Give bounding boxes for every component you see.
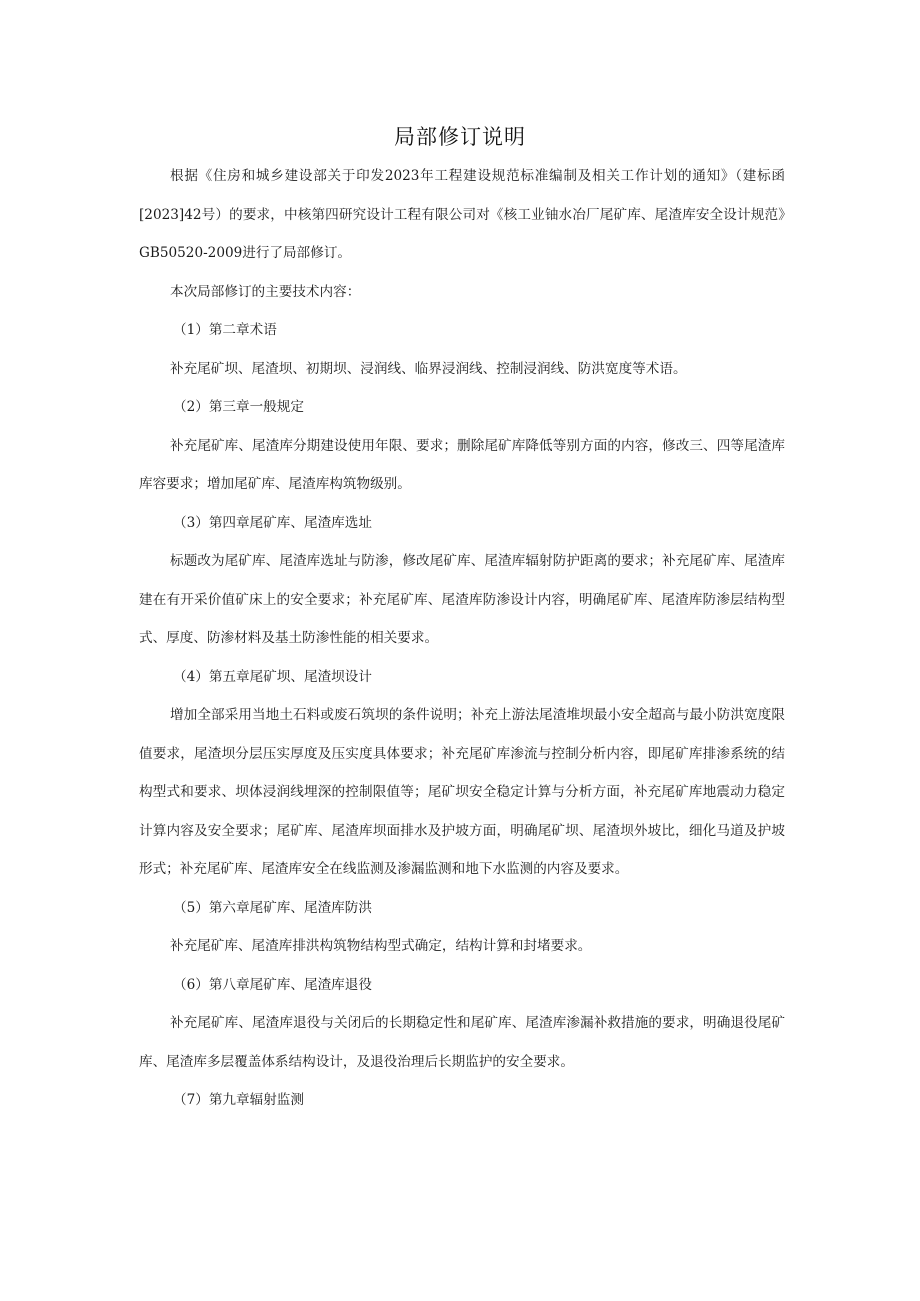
paragraph-summary-lead: 本次局部修订的主要技术内容： (170, 283, 361, 300)
section-body-3: 标题改为尾矿库、尾渣库选址与防渗，修改尾矿库、尾渣库辐射防护距离的要求；补充尾矿库、尾渣库建在有开采价值矿床上的安全要求；补充尾矿库、尾渣库防渗设计内容，明确尾矿库、尾渣库防渗层结构型式、厚度、防渗材料及基土防渗性能的相关要求。 (139, 553, 785, 646)
section-heading-4: （4）第五章尾矿坝、尾渣坝设计 (173, 668, 372, 685)
section-body-1: 补充尾矿坝、尾渣坝、初期坝、浸润线、临界浸润线、控制浸润线、防洪宽度等术语。 (170, 360, 687, 377)
section-heading-7: （7）第九章辐射监测 (173, 1092, 304, 1108)
section-heading-5: （5）第六章尾矿库、尾渣库防洪 (173, 899, 372, 916)
section-body-5: 补充尾矿库、尾渣库排洪构筑物结构型式确定，结构计算和封堵要求。 (170, 938, 592, 954)
section-heading-2: （2）第三章一般规定 (173, 399, 304, 415)
paragraph-intro: 根据《住房和城乡建设部关于印发2023年工程建设规范标准编制及相关工作计划的通知》（建标函[2023]42号）的要求，中核第四研究设计工程有限公司对《核工业铀水冶厂尾矿库、尾渣库安全设计规范》GB50520-2009进行了局部修订。 (139, 168, 785, 261)
section-body-6: 补充尾矿库、尾渣库退役与关闭后的长期稳定性和尾矿库、尾渣库渗漏补救措施的要求，明确退役尾矿库、尾渣库多层覆盖体系结构设计，及退役治理后长期监护的安全要求。 (139, 1015, 785, 1070)
section-heading-6: （6）第八章尾矿库、尾渣库退役 (173, 976, 372, 993)
section-heading-3: （3）第四章尾矿库、尾渣库选址 (173, 514, 372, 531)
document-body (139, 157, 785, 1120)
section-body-2: 补充尾矿库、尾渣库分期建设使用年限、要求；删除尾矿库降低等别方面的内容，修改三、四等尾渣库库容要求；增加尾矿库、尾渣库构筑物级别。 (139, 437, 785, 492)
section-body-4: 增加全部采用当地土石料或废石筑坝的条件说明；补充上游法尾渣堆坝最小安全超高与最小防洪宽度限值要求，尾渣坝分层压实厚度及压实度具体要求；补充尾矿库渗流与控制分析内容，即尾矿库排渗系统的结构型式和要求、坝体浸润线埋深的控制限值等；尾矿坝安全稳定计算与分析方面，补充尾矿库地震动力稳定计算内容及安全要求；尾矿库、尾渣库坝面排水及护坡方面，明确尾矿坝、尾渣坝外坡比，细化马道及护坡形式；补充尾矿库、尾渣库安全在线监测及渗漏监测和地下水监测的内容及要求。 (139, 707, 785, 877)
page-title: 局部修订说明 (394, 125, 526, 149)
section-heading-1: （1）第二章术语 (173, 322, 277, 338)
